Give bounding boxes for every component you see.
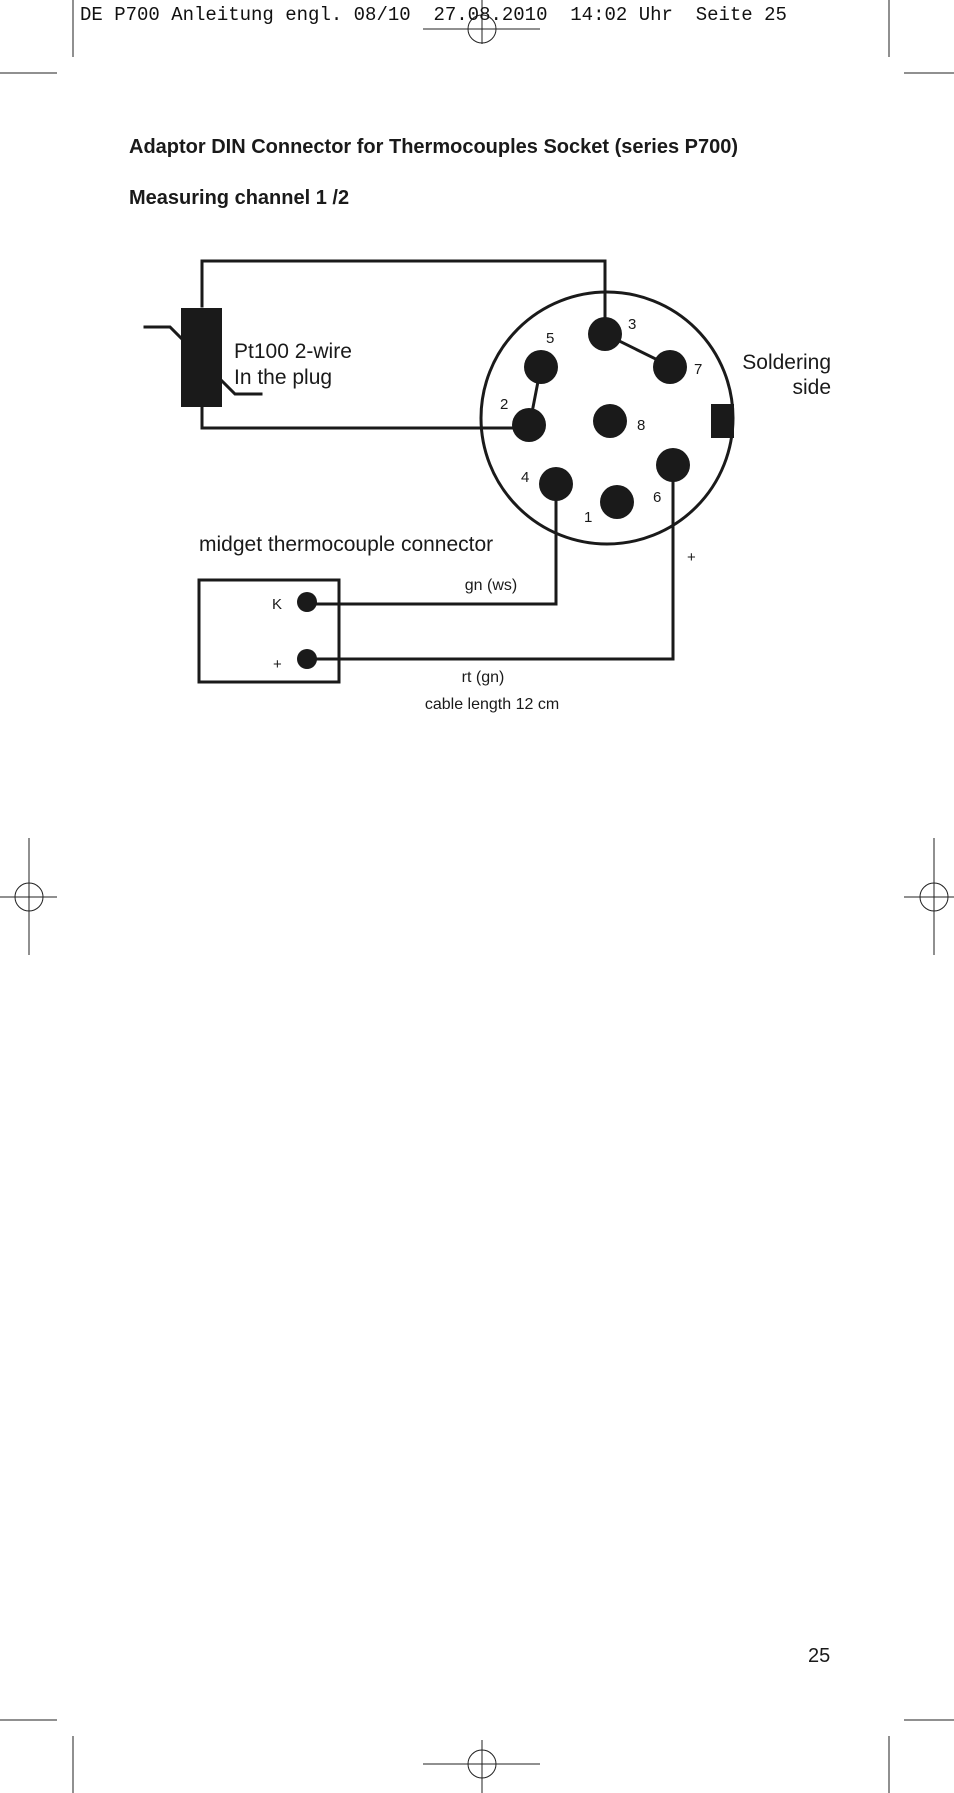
page-number: 25 [808, 1645, 831, 1667]
midget-pin-k [297, 592, 317, 612]
pin-2 [512, 408, 546, 442]
wire-label-rt-gn: rt (gn) [461, 669, 505, 686]
midget-connector-label: midget thermocouple connector [199, 533, 494, 556]
page-title: Adaptor DIN Connector for Thermocouples Socket (series P700) [129, 136, 739, 158]
pin-label-3: 3 [628, 316, 637, 333]
midget-pin-k-label: K [272, 596, 283, 613]
soldering-label-line2: side [792, 376, 831, 399]
section-subtitle: Measuring channel 1 /2 [129, 187, 350, 209]
pin-label-5: 5 [546, 330, 555, 347]
pin-1 [600, 485, 634, 519]
print-info-header: DE P700 Anleitung engl. 08/10 27.08.2010 14:02 Uhr Seite 25 [80, 4, 787, 26]
midget-connector-box [199, 580, 339, 682]
pin-label-8: 8 [637, 417, 646, 434]
wire-label-gn-ws: gn (ws) [464, 577, 518, 594]
pin-7 [653, 350, 687, 384]
soldering-tab [711, 404, 734, 438]
pin-label-1: 1 [584, 509, 593, 526]
pin-8 [593, 404, 627, 438]
pin-label-4: 4 [521, 469, 530, 486]
pt100-label-line2: In the plug [234, 366, 333, 389]
pin-6 [656, 448, 690, 482]
resistor-lead-left [145, 327, 181, 338]
cable-length-label: cable length 12 cm [424, 696, 560, 713]
pt100-label-line1: Pt100 2-wire [234, 340, 352, 363]
pin-label-7: 7 [694, 361, 703, 378]
midget-pin-plus [297, 649, 317, 669]
midget-pin-plus-label: + [273, 656, 282, 673]
pin-5 [524, 350, 558, 384]
pin-label-2: 2 [500, 396, 509, 413]
pin-3 [588, 317, 622, 351]
plus-marker: + [687, 549, 696, 566]
pin-label-6: 6 [653, 489, 662, 506]
pt100-resistor [181, 308, 222, 407]
pin-4 [539, 467, 573, 501]
soldering-label-line1: Soldering [742, 351, 831, 374]
